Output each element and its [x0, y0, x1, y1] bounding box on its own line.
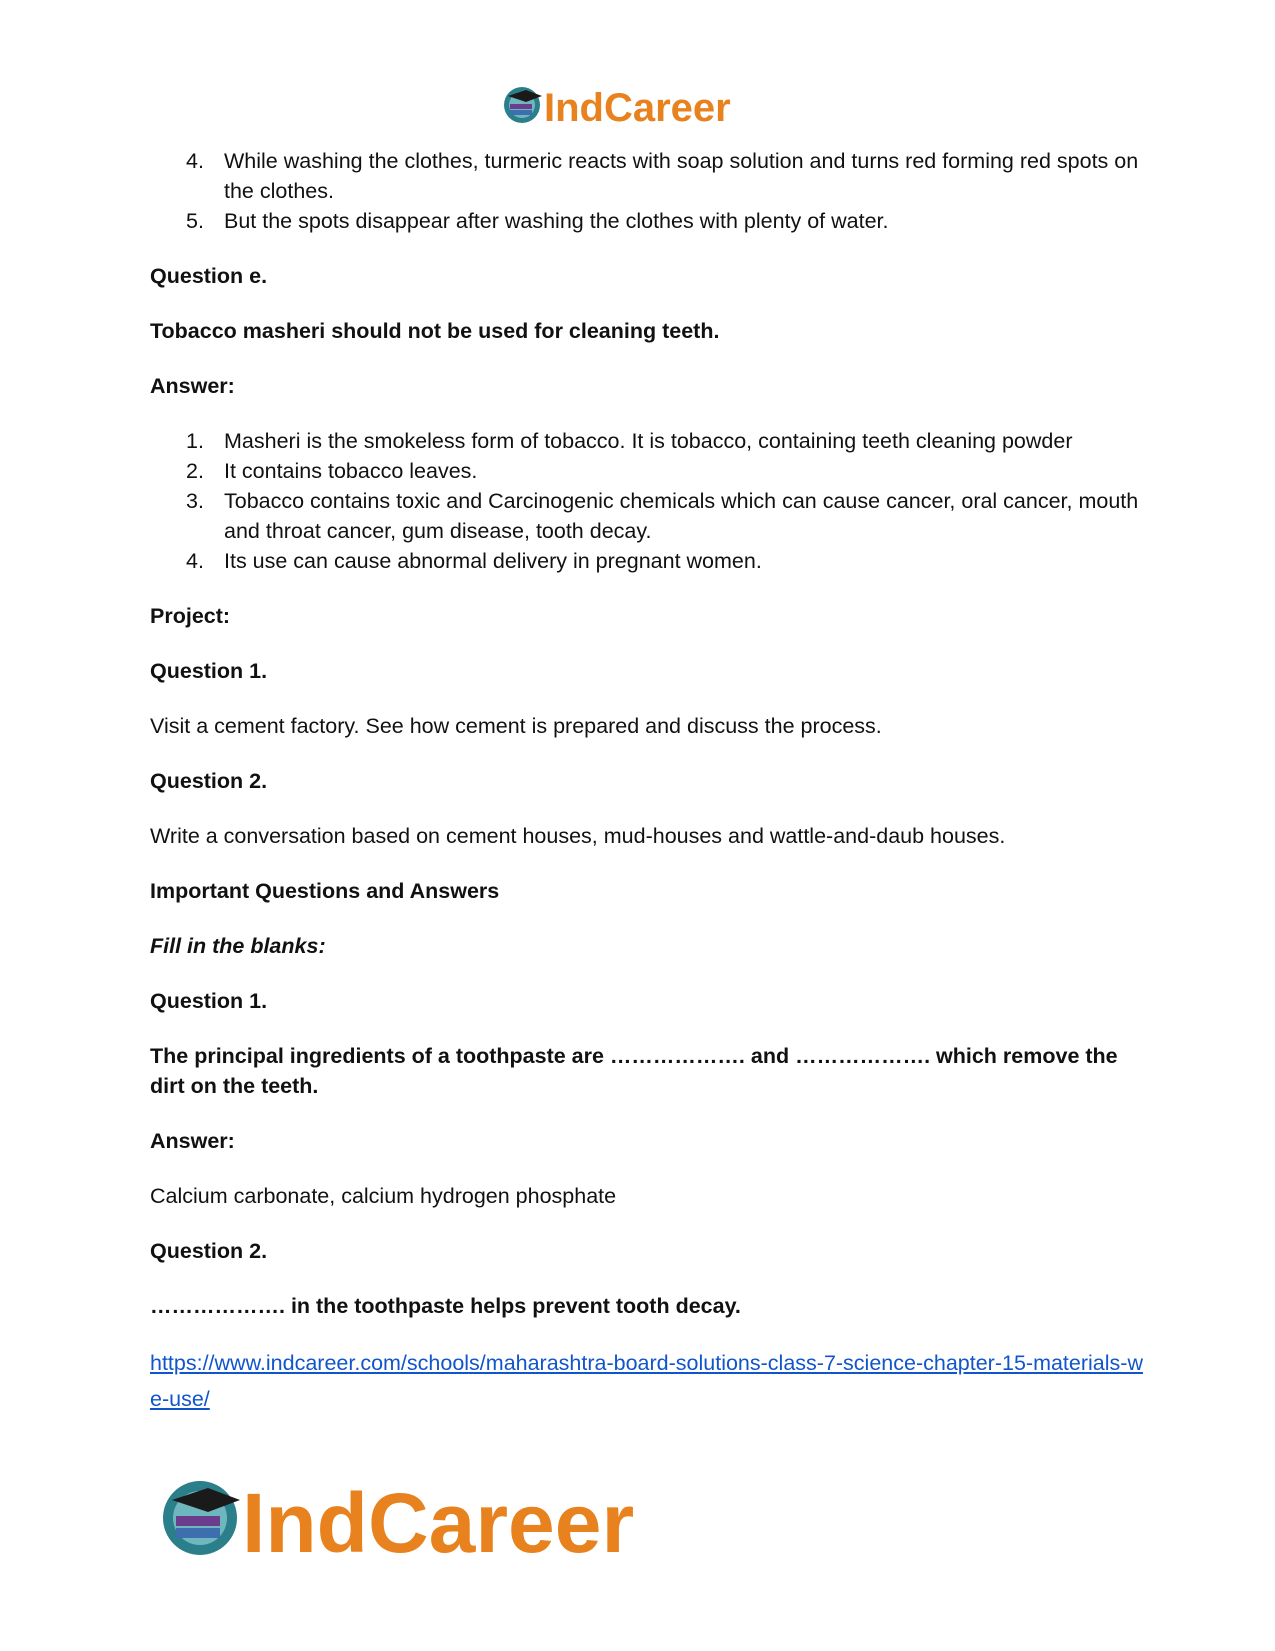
continued-list [150, 146, 1150, 236]
project-question-2-label: Question 2. [150, 769, 268, 793]
important-heading: Important Questions and Answers [150, 879, 500, 903]
answer-label: Answer: [150, 374, 235, 398]
logo-wordmark: IndCareer [242, 1476, 635, 1568]
project-question-2-text: Write a conversation based on cement houses, mud-houses and wattle-and-daub houses. [150, 824, 1006, 848]
list-item: 4. Its use can cause abnormal delivery in pregnant women. [186, 549, 762, 573]
list-item: 1. Masheri is the smokeless form of tobacco. It is tobacco, containing teeth cleaning powder [186, 429, 1073, 453]
important-question-1-text: The principal ingredients of a toothpaste are ………………. and ………………. which remove the dirt on the teeth. [150, 1044, 1118, 1098]
list-item: 3. Tobacco contains toxic and Carcinogenic chemicals which can cause cancer, oral cancer, mouth and throat cancer, gum disease, tooth decay. [186, 489, 1139, 543]
page-content [150, 146, 1150, 1417]
project-question-1-text: Visit a cement factory. See how cement is prepared and discuss the process. [150, 714, 882, 738]
graduation-book-icon [504, 87, 542, 123]
indcareer-logo-top [502, 80, 772, 130]
source-link[interactable]: https://www.indcareer.com/schools/maharashtra-board-solutions-class-7-science-chapter-15-materials-we-use/ [150, 1351, 1143, 1411]
important-question-2-text: ………………. in the toothpaste helps prevent tooth decay. [150, 1294, 741, 1318]
list-item: 5. But the spots disappear after washing the clothes with plenty of water. [186, 209, 889, 233]
graduation-book-icon [163, 1481, 240, 1555]
project-question-1-label: Question 1. [150, 659, 268, 683]
important-answer-label: Answer: [150, 1129, 235, 1153]
fill-blanks-heading: Fill in the blanks: [150, 934, 326, 958]
logo-wordmark: IndCareer [544, 86, 731, 130]
list-item: 4. While washing the clothes, turmeric reacts with soap solution and turns red forming red spots on the clothes. [186, 149, 1139, 203]
important-question-1-answer: Calcium carbonate, calcium hydrogen phosphate [150, 1184, 617, 1208]
project-heading: Project: [150, 604, 231, 628]
answer-list [150, 426, 1150, 576]
important-question-2-label: Question 2. [150, 1239, 268, 1263]
important-question-1-label: Question 1. [150, 989, 268, 1013]
question-e-label: Question e. [150, 264, 268, 288]
list-item: 2. It contains tobacco leaves. [186, 459, 478, 483]
indcareer-logo-bottom [160, 1468, 700, 1568]
question-e-text: Tobacco masheri should not be used for cleaning teeth. [150, 319, 720, 343]
